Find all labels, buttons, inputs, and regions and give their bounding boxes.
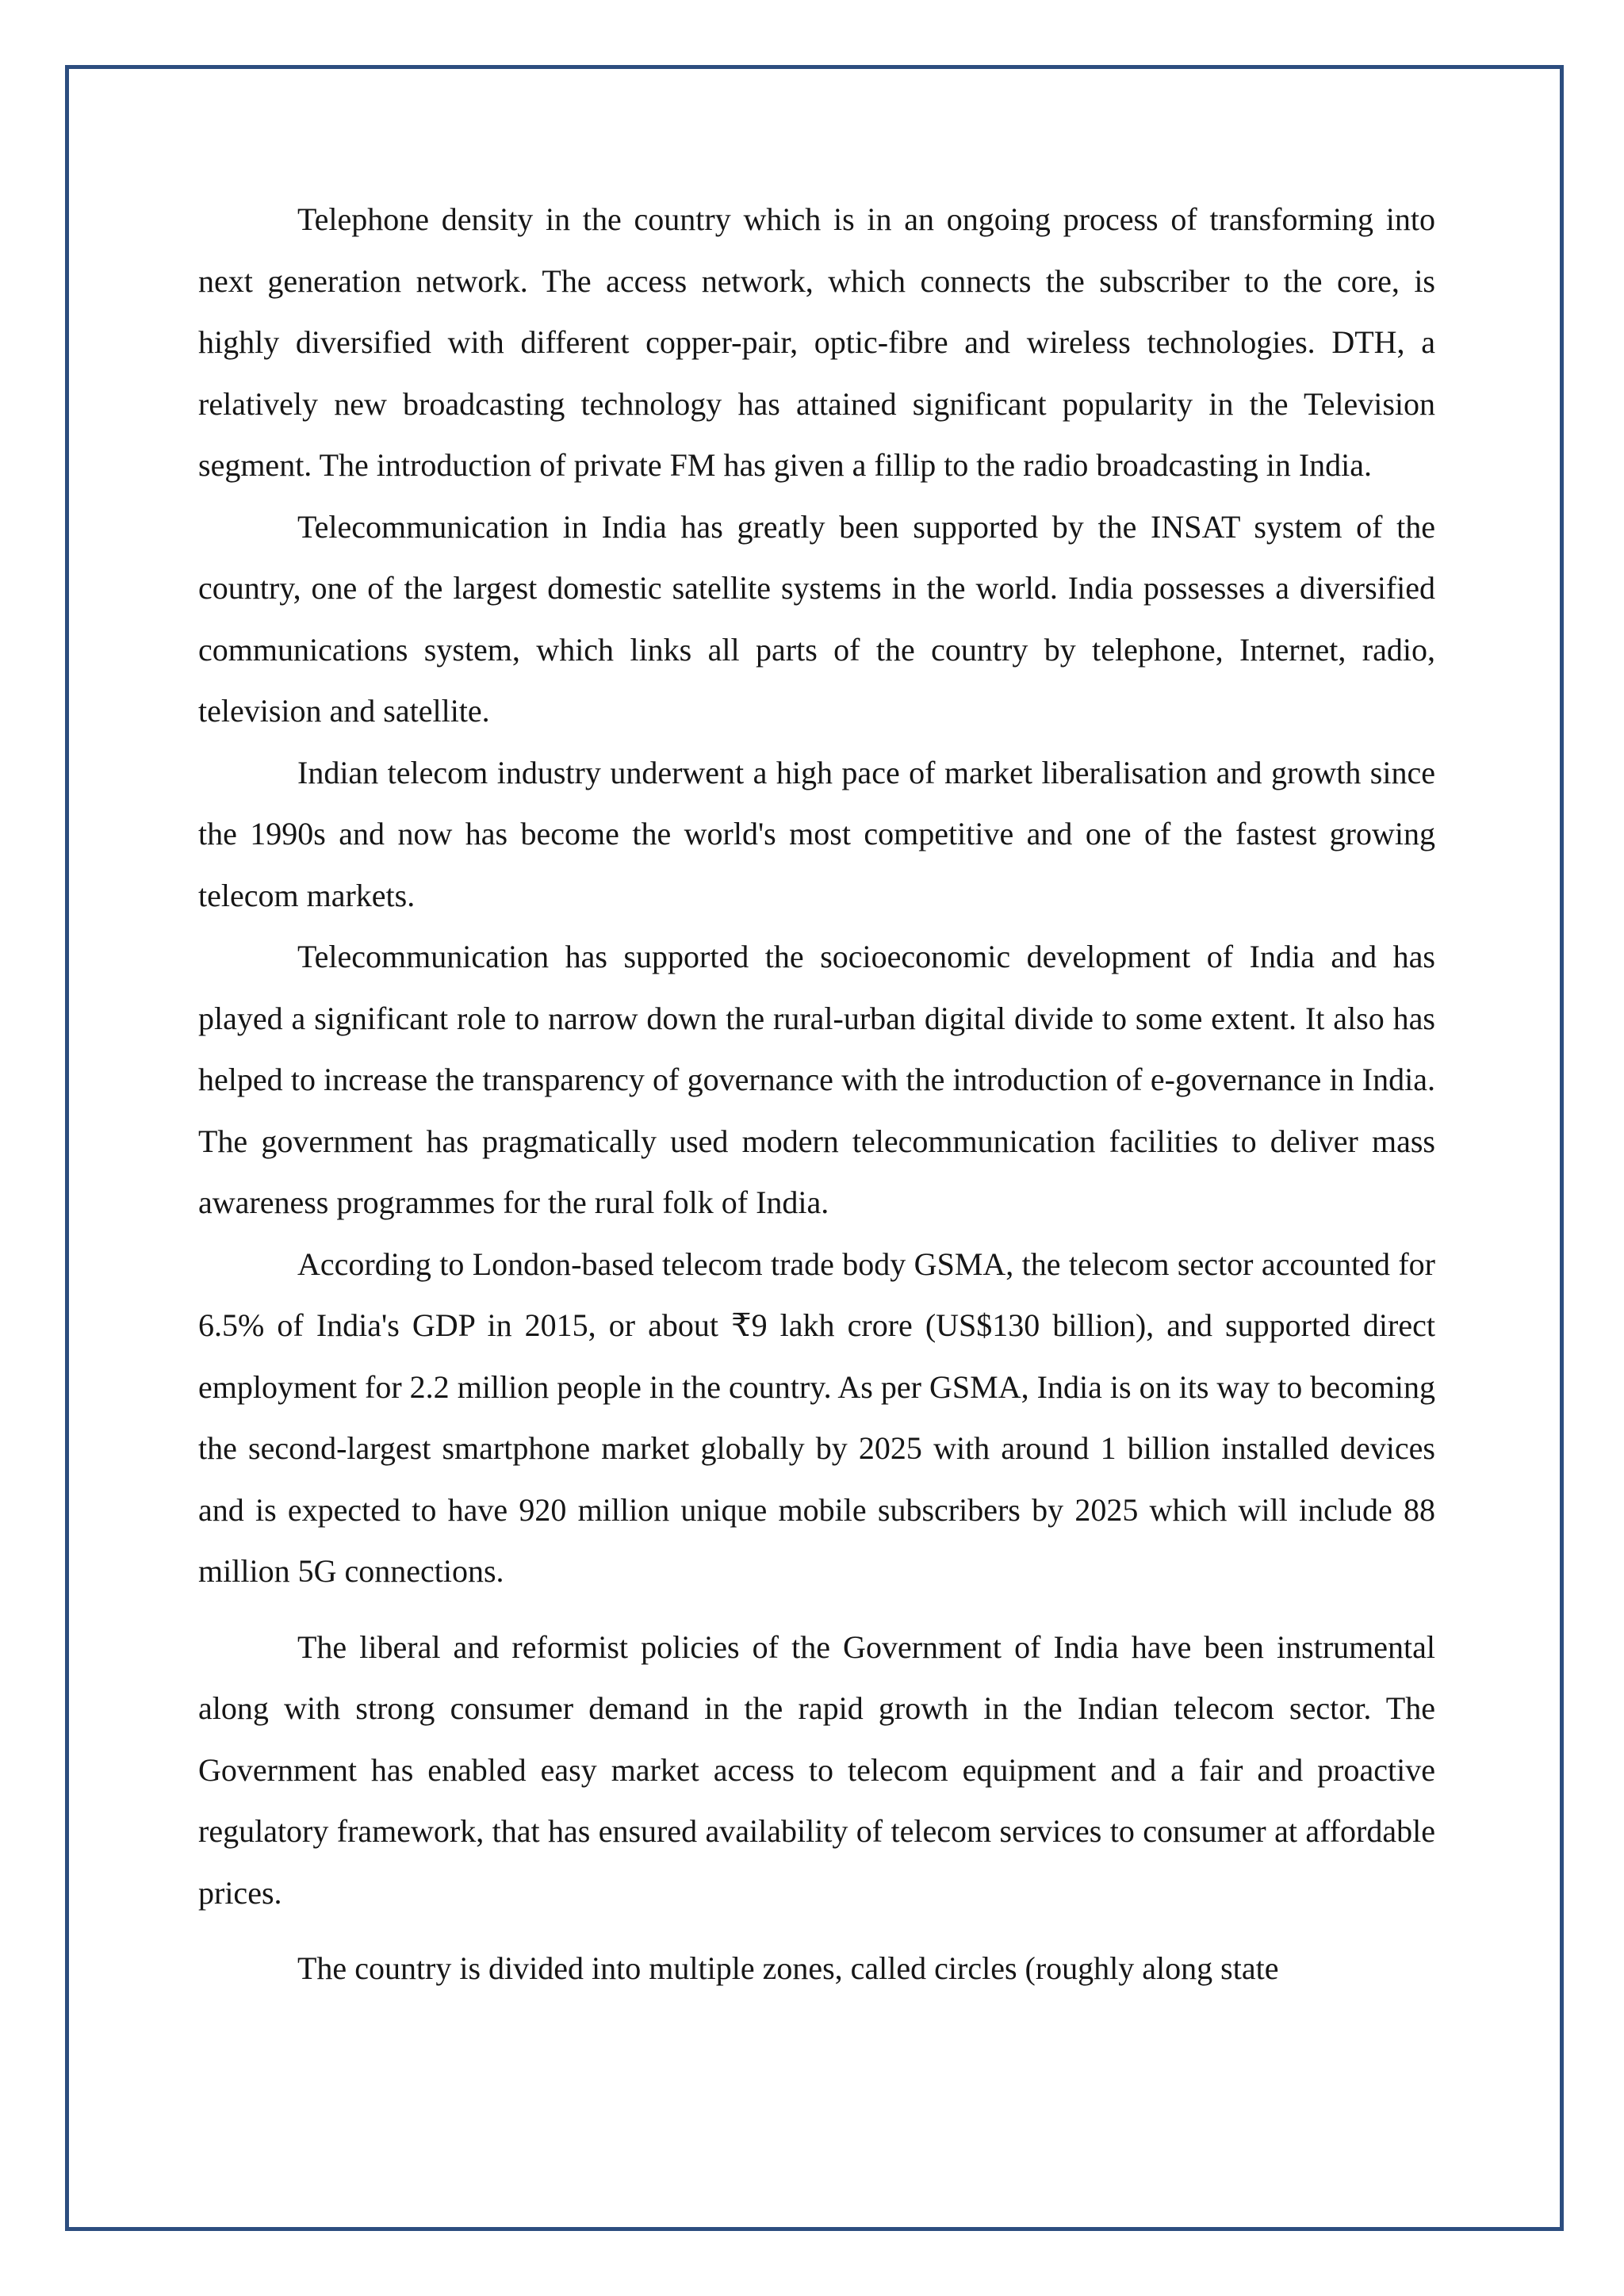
paragraph-telecom-circles: The country is divided into multiple zones, called circles (roughly along state	[297, 1950, 1279, 1986]
paragraph-market-liberalisation: Indian telecom industry underwent a high pace of market liberalisation and growth since the 1990s and now has become the world's most competitive and one of the fastest growing telecom markets.	[198, 754, 1435, 913]
paragraph-socioeconomic-development: Telecommunication has supported the socioeconomic development of India and has played a significant role to narrow down the rural-urban digital divide to some extent. It also has helped to increase the transparency of governance with the introduction of e-governance in India. The government has pragmatically used modern telecommunication facilities to deliver mass awareness programmes for the rural folk of India.	[198, 939, 1435, 1220]
paragraph-government-policies: The liberal and reformist policies of the Government of India have been instrumental along with strong consumer demand in the rapid growth in the Indian telecom sector. The Government has enabled easy market access to telecom equipment and a fair and proactive regulatory framework, that has ensured availability of telecom services to consumer at affordable prices.	[198, 1628, 1435, 1911]
paragraph-gsma-statistics: According to London-based telecom trade body GSMA, the telecom sector accounted for 6.5% of India's GDP in 2015, or about ₹9 lakh crore (US$130 billion), and supported direct employment for 2.2 million people in the country. As per GSMA, India is on its way to becoming the second-largest smartphone market globally by 2025 with around 1 billion installed devices and is expected to have 920 million unique mobile subscribers by 2025 which will include 88 million 5G connections.	[198, 1246, 1435, 1589]
document-body	[198, 189, 1435, 1999]
paragraph-insat-system: Telecommunication in India has greatly been supported by the INSAT system of the country, one of the largest domestic satellite systems in the world. India possesses a diversified communications system, which links all parts of the country by telephone, Internet, radio, television and satellite.	[198, 508, 1435, 729]
paragraph-telephone-density: Telephone density in the country which is in an ongoing process of transforming into next generation network. The access network, which connects the subscriber to the core, is highly diversified with different copper-pair, optic-fibre and wireless technologies. DTH, a relatively new broadcasting technology has attained significant popularity in the Television segment. The introduction of private FM has given a fillip to the radio broadcasting in India.	[198, 201, 1435, 483]
